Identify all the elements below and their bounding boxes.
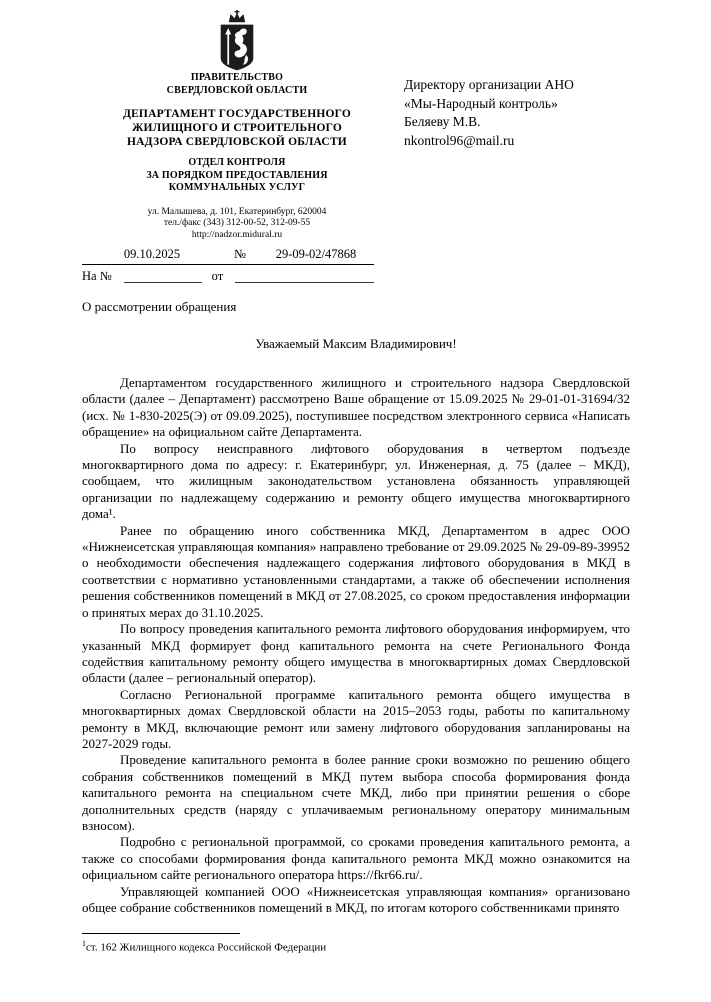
recipient-line: «Мы-Народный контроль» bbox=[404, 95, 558, 111]
phone-fax: тел./факс (343) 312-00-52, 312-09-55 bbox=[163, 218, 311, 228]
reference-block bbox=[82, 247, 374, 284]
sverdlovsk-coat-of-arms-icon bbox=[78, 10, 396, 72]
letter-number: 29-09-02/47868 bbox=[275, 247, 357, 261]
body-paragraph: Управляющей компанией ООО «Нижнеисетская управляющая компания» организовано общее собрание собственников помещений в МКД, по итогам которого собственниками принято bbox=[82, 883, 630, 915]
recipient-line: Беляеву М.В. bbox=[404, 114, 481, 129]
reply-number-blank bbox=[124, 270, 202, 283]
recipient-email: nkontrol96@mail.ru bbox=[404, 132, 515, 148]
body-paragraph: Проведение капитального ремонта в более ранние сроки возможно по решению общего собрания собственников помещений в МКД путем выбора способа формирования фонда капитального ремонта на специальном счете МКД, либо при принятии решения о сборе дополнительных средств (наряду с уплачиваемым региональному оператору минимальным взносом). bbox=[82, 752, 630, 833]
body-paragraph: Ранее по обращению иного собственника МКД, Департаментом в адрес ООО «Нижнеисетская управляющая компания» направлено требование от 29.09.2025 № 29-09-89-39952 о необходимости обеспечения надлежащего содержания лифтового оборудования в МКД в соответствии с нормативно установленными стандартами, а также об обеспечении исполнения решения собственников помещений в МКД от 27.08.2025, со сроком предоставления информации о принятых мерах до 31.10.2025. bbox=[82, 522, 630, 620]
reply-to-label: На № bbox=[82, 269, 112, 283]
body-paragraph: Департаментом государственного жилищного и строительного надзора Свердловской области (далее – Департамент) рассмотрено Ваше обращение от 15.09.2025 № 29-01-01-31694/32 (исх. № 1-830-2025(Э) от 09.09.2025), поступившее посредством электронного сервиса «Написать обращение» на официальном сайте Департамента. bbox=[82, 375, 630, 440]
letterhead bbox=[78, 10, 396, 241]
footnote-body: ст. 162 Жилищного кодекса Российской Федерации bbox=[86, 941, 327, 954]
government-title-line: ПРАВИТЕЛЬСТВО bbox=[190, 72, 284, 83]
letter-date: 09.10.2025 bbox=[123, 247, 181, 261]
footnote bbox=[82, 933, 502, 954]
department-title-line: НАДЗОРА СВЕРДЛОВСКОЙ ОБЛАСТИ bbox=[127, 136, 347, 148]
unit-title-line: КОММУНАЛЬНЫХ УСЛУГ bbox=[168, 182, 306, 193]
body-paragraph: По вопросу неисправного лифтового оборудования в четвертом подъезде многоквартирного дома по адресу: г. Екатеринбург, ул. Инженерная, д. 75 (далее – МКД), сообщаем, что жилищным законодательством установлена обязанность управляющей организации по надлежащему содержанию и ремонту общего имущества многоквартирного дома¹. bbox=[82, 440, 630, 522]
website-url: http://nadzor.midural.ru bbox=[191, 229, 283, 240]
letter-body bbox=[82, 335, 630, 916]
department-title-line: ЖИЛИЩНОГО И СТРОИТЕЛЬНОГО bbox=[131, 122, 343, 134]
outgoing-reference-row bbox=[82, 247, 374, 265]
unit-title-line: ЗА ПОРЯДКОМ ПРЕДОСТАВЛЕНИЯ bbox=[146, 169, 328, 181]
body-paragraph: По вопросу проведения капитального ремонта лифтового оборудования информируем, что указанный МКД формирует фонд капитального ремонта на счете Регионального Фонда содействия капитальному ремонту общего имущества в многоквартирных домах Свердловской области (далее – региональный оператор). bbox=[82, 621, 630, 686]
unit-title-line: ОТДЕЛ КОНТРОЛЯ bbox=[188, 157, 286, 168]
contact-info bbox=[78, 207, 396, 242]
footnote-text bbox=[82, 939, 502, 954]
recipient-line: Директору организации АНО bbox=[404, 77, 574, 92]
incoming-reference-row bbox=[82, 268, 374, 284]
footnote-marker: 1 bbox=[82, 939, 86, 948]
recipient-block bbox=[404, 76, 694, 150]
footnote-divider bbox=[82, 933, 240, 934]
body-paragraph: Подробно с региональной программой, со сроками проведения капитального ремонта, а также со способами формирования фонда капитального ремонта МКД можно ознакомится на официальном сайте регионального оператора https://fkr66.ru/. bbox=[82, 834, 630, 883]
government-title-line: СВЕРДЛОВСКОЙ ОБЛАСТИ bbox=[166, 84, 308, 96]
body-paragraph: Согласно Региональной программе капитального ремонта общего имущества в многоквартирных домах Свердловской области на 2015–2053 годы, работы по капитальному ремонту в МКД, включающие ремонт или замену лифтового оборудования запланированы на 2027-2029 годы. bbox=[82, 686, 630, 751]
department-title bbox=[78, 107, 396, 149]
number-sign: № bbox=[234, 247, 246, 261]
salutation: Уважаемый Максим Владимирович! bbox=[255, 336, 457, 351]
from-label: от bbox=[211, 269, 224, 283]
reply-date-blank bbox=[235, 270, 374, 283]
department-title-line: ДЕПАРТАМЕНТ ГОСУДАРСТВЕННОГО bbox=[122, 108, 352, 120]
postal-address: ул. Малышева, д. 101, Екатеринбург, 620004 bbox=[147, 206, 327, 217]
letter-subject: О рассмотрении обращения bbox=[82, 299, 237, 314]
unit-title bbox=[78, 157, 396, 195]
paragraphs bbox=[82, 375, 630, 916]
